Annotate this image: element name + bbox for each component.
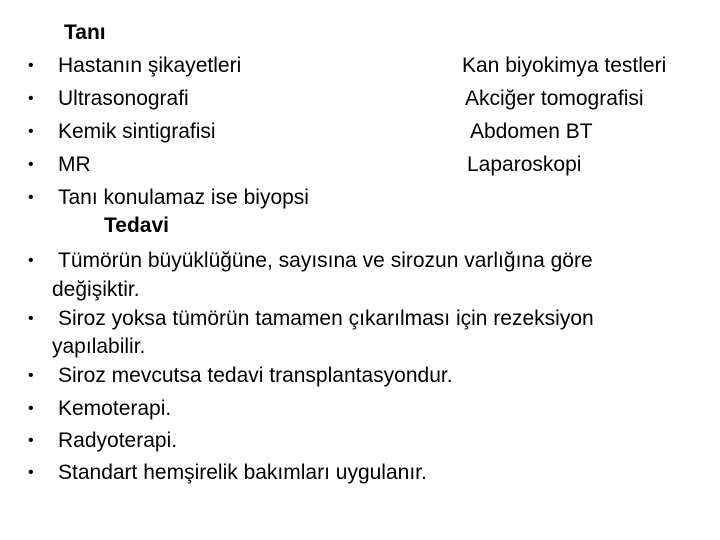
bullet-icon: • [28,400,34,417]
diagnosis-item: Ultrasonografi [58,87,189,110]
bullet-icon: • [28,252,34,269]
bullet-icon: • [28,57,34,74]
diagnosis-right-item: Laparoskopi [467,153,582,176]
bullet-icon: • [28,123,34,140]
diagnosis-right-item: Kan biyokimya testleri [462,54,667,77]
treatment-item-line: Tümörün büyüklüğüne, sayısına ve sirozun varlığına göre [58,249,593,272]
treatment-item-line: yapılabilir. [52,335,146,358]
diagnosis-item: Tanı konulamaz ise biyopsi [58,186,309,209]
treatment-item-line: Kemoterapi. [58,397,172,420]
treatment-item-line: değişiktir. [52,278,140,301]
diagnosis-item: Kemik sintigrafisi [58,120,216,143]
bullet-icon: • [28,310,34,327]
bullet-icon: • [28,464,34,481]
treatment-heading: Tedavi [104,214,169,237]
diagnosis-item: Hastanın şikayetleri [58,54,242,77]
diagnosis-right-item: Akciğer tomografisi [465,87,644,110]
diagnosis-item: MR [58,153,91,176]
diagnosis-right-item: Abdomen BT [470,120,593,143]
bullet-icon: • [28,90,34,107]
treatment-item-line: Standart hemşirelik bakımları uygulanır. [58,461,427,484]
treatment-item-line: Siroz mevcutsa tedavi transplantasyondur. [58,364,453,387]
bullet-icon: • [28,156,34,173]
bullet-icon: • [28,189,34,206]
bullet-icon: • [28,432,34,449]
diagnosis-heading: Tanı [64,21,106,44]
bullet-icon: • [28,367,34,384]
treatment-item-line: Radyoterapi. [58,429,178,452]
treatment-item-line: Siroz yoksa tümörün tamamen çıkarılması için rezeksiyon [58,307,594,330]
